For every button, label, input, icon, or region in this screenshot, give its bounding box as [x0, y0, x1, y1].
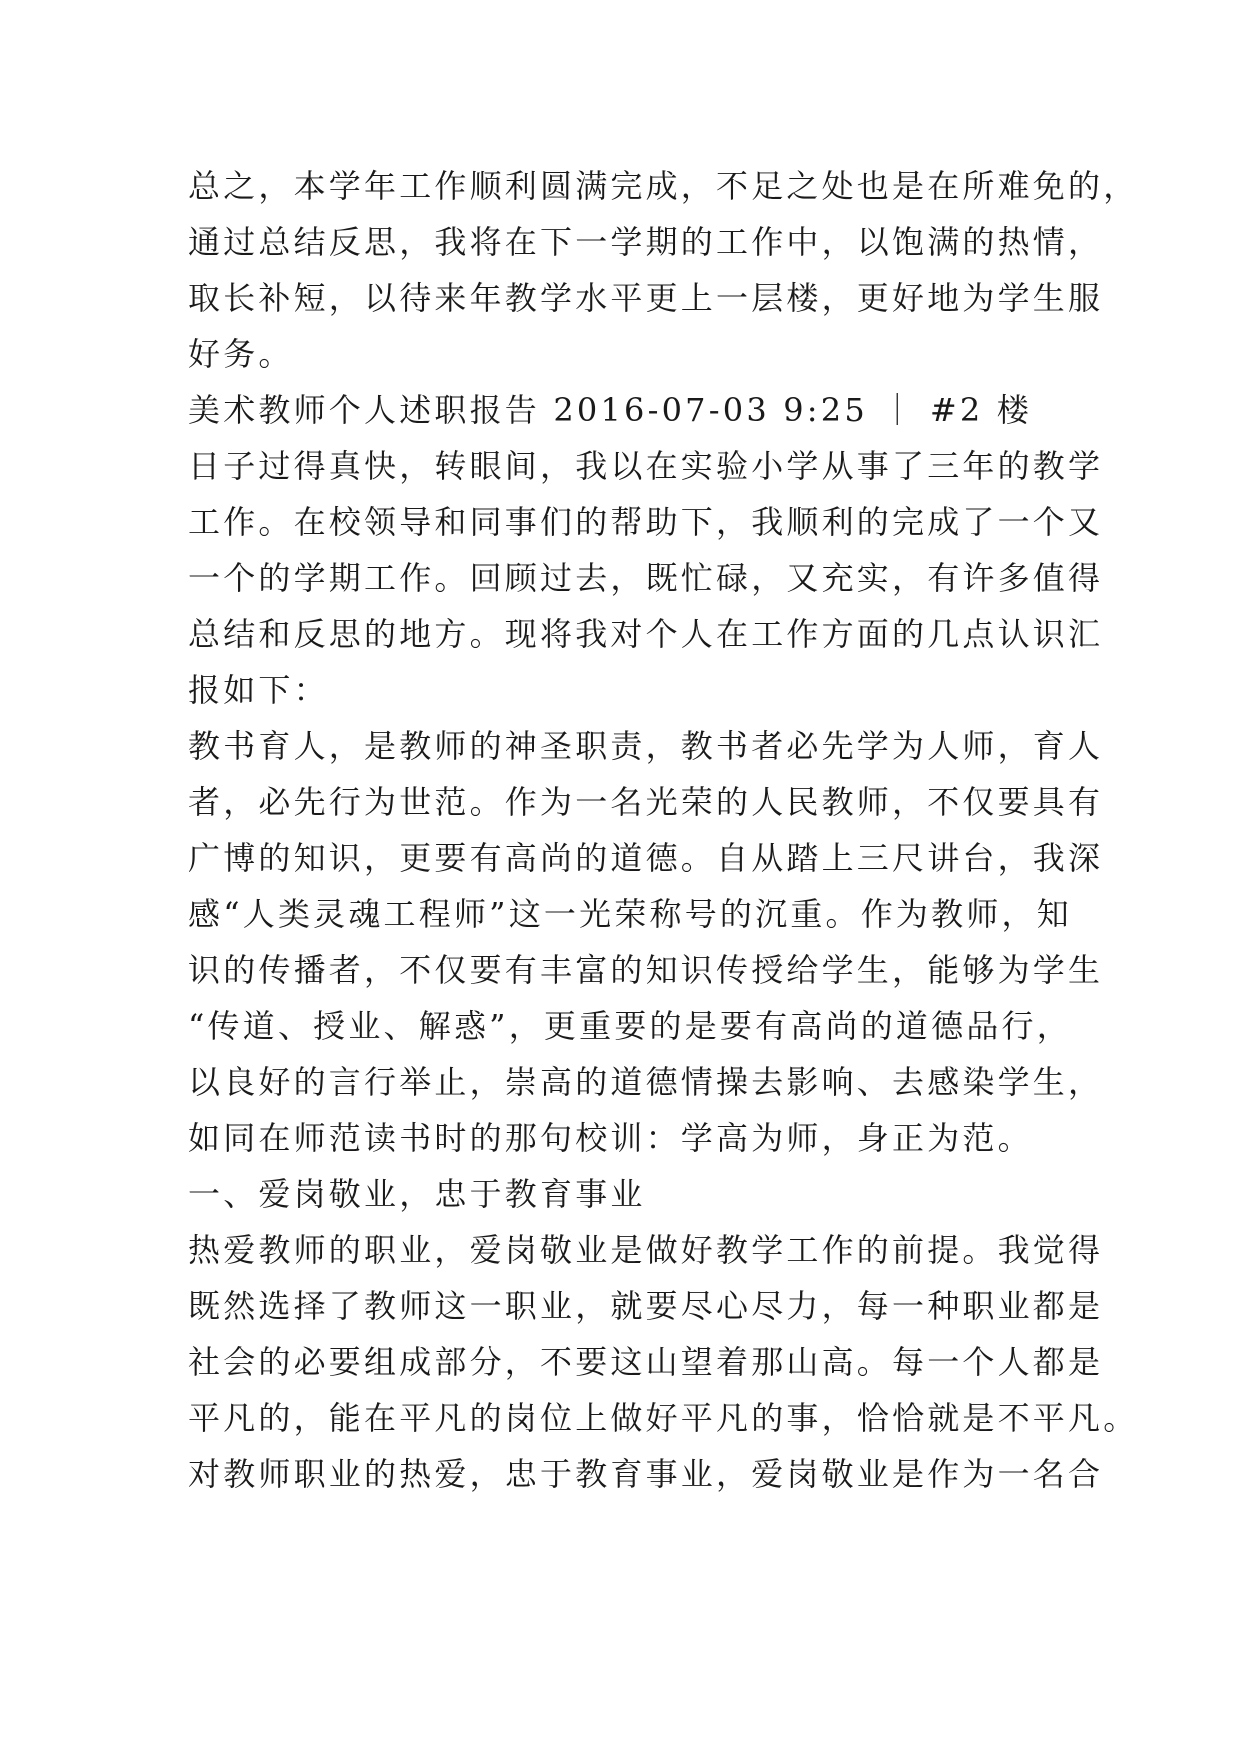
- text-line: 一个的学期工作。回顾过去，既忙碌，又充实，有许多值得: [188, 559, 1104, 597]
- text-line: 者，必先行为世范。作为一名光荣的人民教师，不仅要具有: [188, 783, 1104, 821]
- text-line: 如同在师范读书时的那句校训：学高为师，身正为范。: [188, 1119, 1033, 1157]
- text-line: 日子过得真快，转眼间，我以在实验小学从事了三年的教学: [188, 447, 1104, 485]
- text-line: 好务。: [188, 335, 294, 373]
- text-line: 平凡的，能在平凡的岗位上做好平凡的事，恰恰就是不平凡。: [188, 1399, 1139, 1437]
- text-line: 识的传播者，不仅要有丰富的知识传授给学生，能够为学生: [188, 951, 1104, 989]
- text-line: 对教师职业的热爱，忠于教育事业，爱岗敬业是作为一名合: [188, 1455, 1104, 1493]
- text-line: 广博的知识，更要有高尚的道德。自从踏上三尺讲台，我深: [188, 839, 1104, 877]
- text-line: 教书育人，是教师的神圣职责，教书者必先学为人师，育人: [188, 727, 1104, 765]
- section-title-line: 美术教师个人述职报告 2016-07-03 9:25 ｜ #2 楼: [188, 391, 1032, 429]
- text-line: 取长补短，以待来年教学水平更上一层楼，更好地为学生服: [188, 279, 1104, 317]
- text-line: 报如下：: [188, 671, 329, 709]
- text-line: 感“人类灵魂工程师”这一光荣称号的沉重。作为教师，知: [188, 895, 1072, 933]
- text-line: 热爱教师的职业，爱岗敬业是做好教学工作的前提。我觉得: [188, 1231, 1104, 1269]
- text-line: “传道、授业、解惑”，更重要的是要有高尚的道德品行，: [188, 1007, 1072, 1045]
- text-line: 以良好的言行举止，崇高的道德情操去影响、去感染学生，: [188, 1063, 1104, 1101]
- text-line: 工作。在校领导和同事们的帮助下，我顺利的完成了一个又: [188, 503, 1104, 541]
- text-line: 通过总结反思，我将在下一学期的工作中，以饱满的热情，: [188, 223, 1104, 261]
- text-line: 既然选择了教师这一职业，就要尽心尽力，每一种职业都是: [188, 1287, 1104, 1325]
- section-heading: 一、爱岗敬业，忠于教育事业: [188, 1175, 646, 1213]
- text-line: 总结和反思的地方。现将我对个人在工作方面的几点认识汇: [188, 615, 1104, 653]
- document-body: [188, 158, 1139, 1502]
- text-line: 社会的必要组成部分，不要这山望着那山高。每一个人都是: [188, 1343, 1104, 1381]
- text-line: 总之，本学年工作顺利圆满完成，不足之处也是在所难免的，: [188, 167, 1139, 205]
